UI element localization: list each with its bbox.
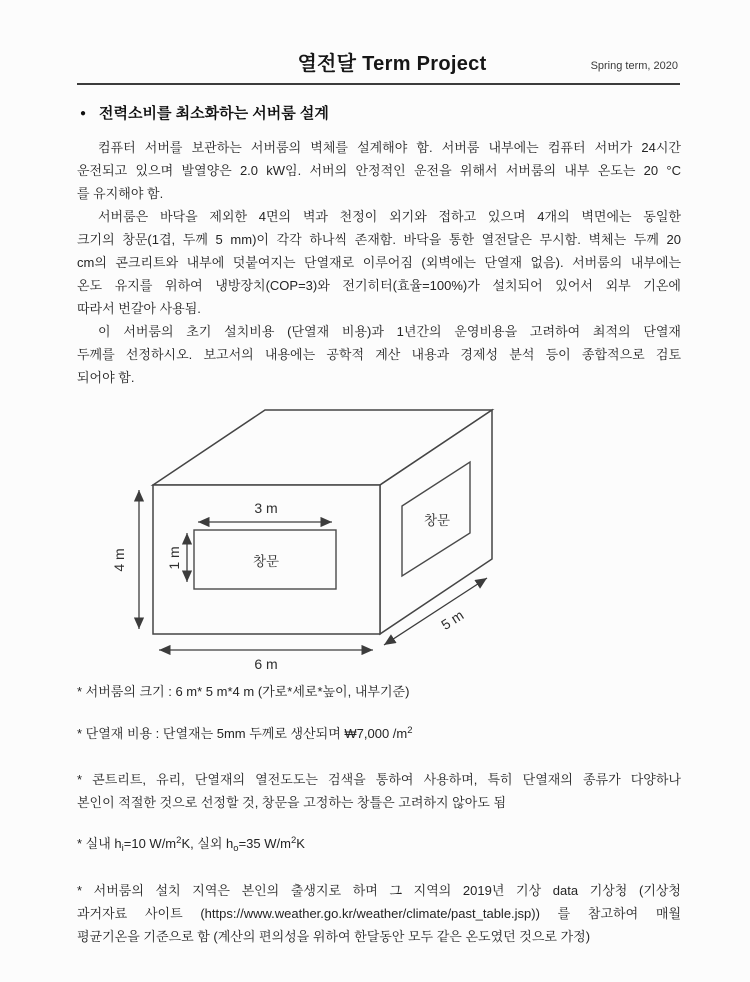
note-room-size: * 서버룸의 크기 : 6 m* 5 m*4 m (가로*세로*높이, 내부기준) [77,684,410,699]
note-heat-transfer-coefficients: * 실내 $h_i=10$ $W/m^2K$, 실외 $h_o=35$ $W/m^2K$ [77,835,305,854]
text-line: 되어야 함. [77,370,135,385]
text-line: 과거자료 사이트 (https://www.weather.go.kr/weather/climate/past_table.jsp)) 를 참고하여 매월 [77,906,681,921]
note-materials [77,768,681,814]
text-line: 온도 유지를 위하여 냉방장치(COP=3)와 전기히터(효율=100%)가 설치되어 있어서 외부 기온에 [77,278,681,293]
bullet-icon: ● [80,108,87,119]
dim-label-depth: 5 m [438,606,467,633]
text-line: 평균기온을 기준으로 함 (계산의 편의성을 위하여 한달동안 모두 같은 온도였던 것으로 가정) [77,929,591,944]
page-title: 열전달 Term Project [297,53,487,75]
text-line: 를 유지해야 함. [77,186,164,201]
header-divider [77,83,680,85]
side-window-label: 창문 [423,513,451,528]
text-line: * 콘트리트, 유리, 단열재의 열전도도는 검색을 통하여 사용하며, 특히 단열재의 종류가 다양하나 [77,772,681,787]
note-location [77,879,681,948]
server-room-diagram [90,398,510,683]
front-window-label: 창문 [252,554,280,569]
text-line: 따라서 번갈아 사용됨. [77,301,201,316]
text-line: cm의 콘크리트와 내부에 덧붙여지는 단열재로 이루어짐 (외벽에는 단열재 없음). 서버룸의 내부에는 [77,255,681,270]
dim-label-window-width: 3 m [254,500,278,516]
section-heading-text: 전력소비를 최소화하는 서버룸 설계 [99,105,329,122]
text-line: 운전되고 있으며 발열양은 2.0 kW임. 서버의 안정적인 운전을 위해서 서버룸의 내부 온도는 20 °C [77,163,681,178]
text-line: 두께를 선정하시오. 보고서의 내용에는 공학적 계산 내용과 경제성 분석 등이 종합적으로 검토 [77,347,681,362]
section-heading [80,102,329,123]
text-line: * 서버룸의 설치 지역은 본인의 출생지로 하며 그 지역의 2019년 기상 data 기상청 (기상청 [77,883,681,898]
dim-label-window-height: 1 m [166,546,182,570]
text-line: 이 서버룸의 초기 설치비용 (단열재 비용)과 1년간의 운영비용을 고려하여 최적의 단열재 [98,324,681,339]
note-insulation-cost: * 단열재 비용 : 단열재는 5mm 두께로 생산되며 ₩7,000 $/m^2$ [77,725,413,741]
text-line: 크기의 창문(1겹, 두께 5 mm)이 각각 하나씩 존재함. 바닥을 통한 열전달은 무시함. 벽체는 두께 20 [77,232,681,247]
text-line: 컴퓨터 서버를 보관하는 서버룸의 벽체를 설계해야 함. 서버룸 내부에는 컴퓨터 서버가 24시간 [98,140,681,155]
text-line: 본인이 적절한 것으로 선정할 것, 창문을 고정하는 창틀은 고려하지 않아도 됨 [77,795,507,810]
term-label: Spring term, 2020 [590,60,678,72]
dim-label-height: 4 m [111,548,127,572]
text-line: 서버룸은 바닥을 제외한 4면의 벽과 천정이 외기와 접하고 있으며 4개의 벽면에는 동일한 [98,209,681,224]
problem-description [77,136,681,389]
dim-label-width: 6 m [254,656,278,672]
